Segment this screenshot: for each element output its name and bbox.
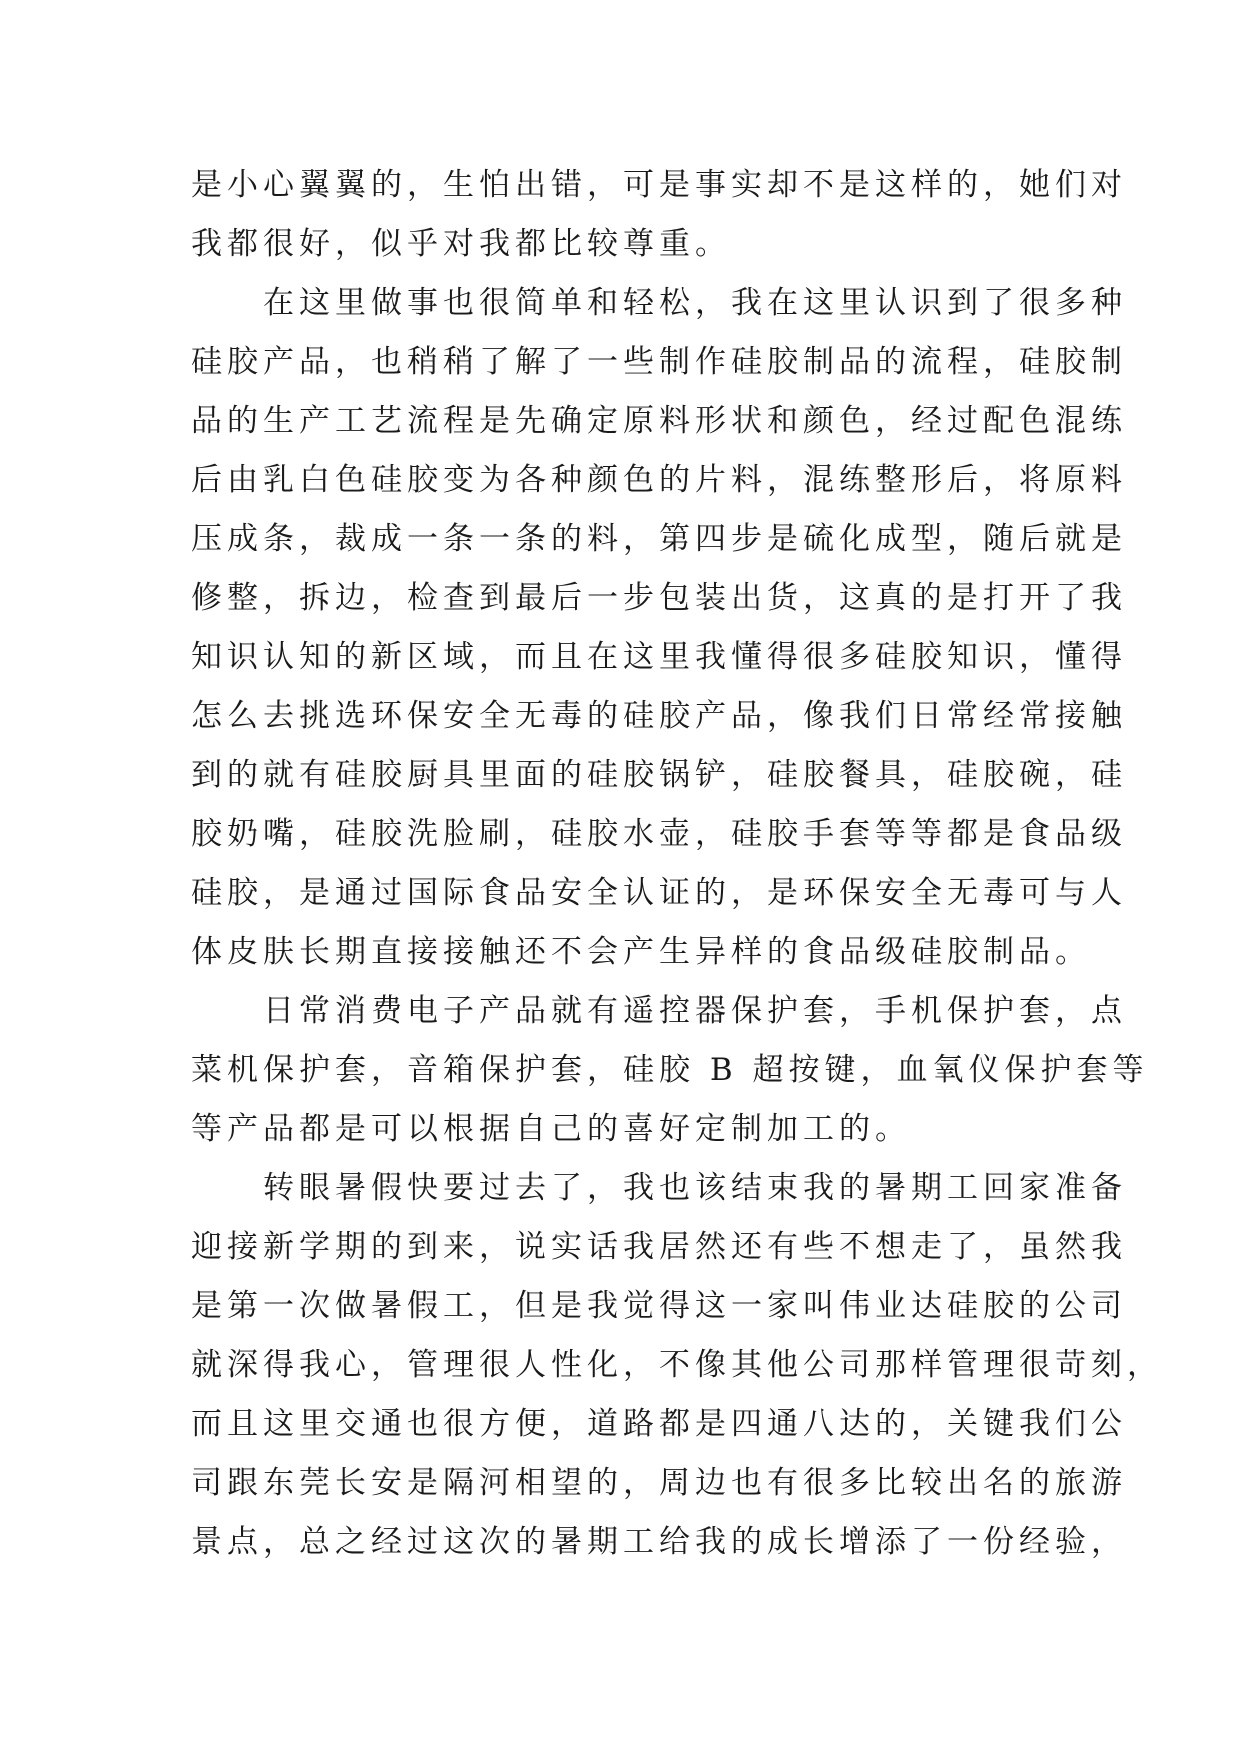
text-line: 就深得我心，管理很人性化，不像其他公司那样管理很苛刻， <box>191 1347 1163 1383</box>
text-line: 是小心翼翼的，生怕出错，可是事实却不是这样的，她们对 <box>191 167 1127 203</box>
text-line: 而且这里交通也很方便，道路都是四通八达的，关键我们公 <box>191 1406 1127 1442</box>
text-line: 知识认知的新区域，而且在这里我懂得很多硅胶知识，懂得 <box>191 639 1127 675</box>
text-line: 转眼暑假快要过去了，我也该结束我的暑期工回家准备 <box>191 1170 1127 1206</box>
text-line: 迎接新学期的到来，说实话我居然还有些不想走了，虽然我 <box>191 1229 1127 1265</box>
text-line: 我都很好，似乎对我都比较尊重。 <box>191 226 731 262</box>
text-line: 是第一次做暑假工，但是我觉得这一家叫伟业达硅胶的公司 <box>191 1288 1127 1324</box>
paragraph-1 <box>191 156 1127 274</box>
text-line: 胶奶嘴，硅胶洗脸刷，硅胶水壶，硅胶手套等等都是食品级 <box>191 816 1127 852</box>
text-line: 景点，总之经过这次的暑期工给我的成长增添了一份经验， <box>191 1524 1127 1560</box>
text-line: 品的生产工艺流程是先确定原料形状和颜色，经过配色混练 <box>191 403 1127 439</box>
text-line: 菜机保护套，音箱保护套，硅胶 B 超按键，血氧仪保护套等 <box>191 1052 1149 1088</box>
text-line: 到的就有硅胶厨具里面的硅胶锅铲，硅胶餐具，硅胶碗，硅 <box>191 757 1127 793</box>
text-line: 硅胶产品，也稍稍了解了一些制作硅胶制品的流程，硅胶制 <box>191 344 1127 380</box>
text-line: 体皮肤长期直接接触还不会产生异样的食品级硅胶制品。 <box>191 934 1091 970</box>
paragraph-4 <box>191 1159 1163 1572</box>
text-line: 日常消费电子产品就有遥控器保护套，手机保护套，点 <box>191 993 1127 1029</box>
text-line: 司跟东莞长安是隔河相望的，周边也有很多比较出名的旅游 <box>191 1465 1127 1501</box>
paragraph-3 <box>191 982 1149 1159</box>
text-line: 怎么去挑选环保安全无毒的硅胶产品，像我们日常经常接触 <box>191 698 1127 734</box>
text-line: 修整，拆边，检查到最后一步包装出货，这真的是打开了我 <box>191 580 1127 616</box>
text-line: 在这里做事也很简单和轻松，我在这里认识到了很多种 <box>191 285 1127 321</box>
text-line: 后由乳白色硅胶变为各种颜色的片料，混练整形后，将原料 <box>191 462 1127 498</box>
text-line: 等产品都是可以根据自己的喜好定制加工的。 <box>191 1111 911 1147</box>
text-line: 压成条，裁成一条一条的料，第四步是硫化成型，随后就是 <box>191 521 1127 557</box>
document-body <box>191 156 1163 1572</box>
paragraph-2 <box>191 274 1127 982</box>
text-line: 硅胶，是通过国际食品安全认证的，是环保安全无毒可与人 <box>191 875 1127 911</box>
